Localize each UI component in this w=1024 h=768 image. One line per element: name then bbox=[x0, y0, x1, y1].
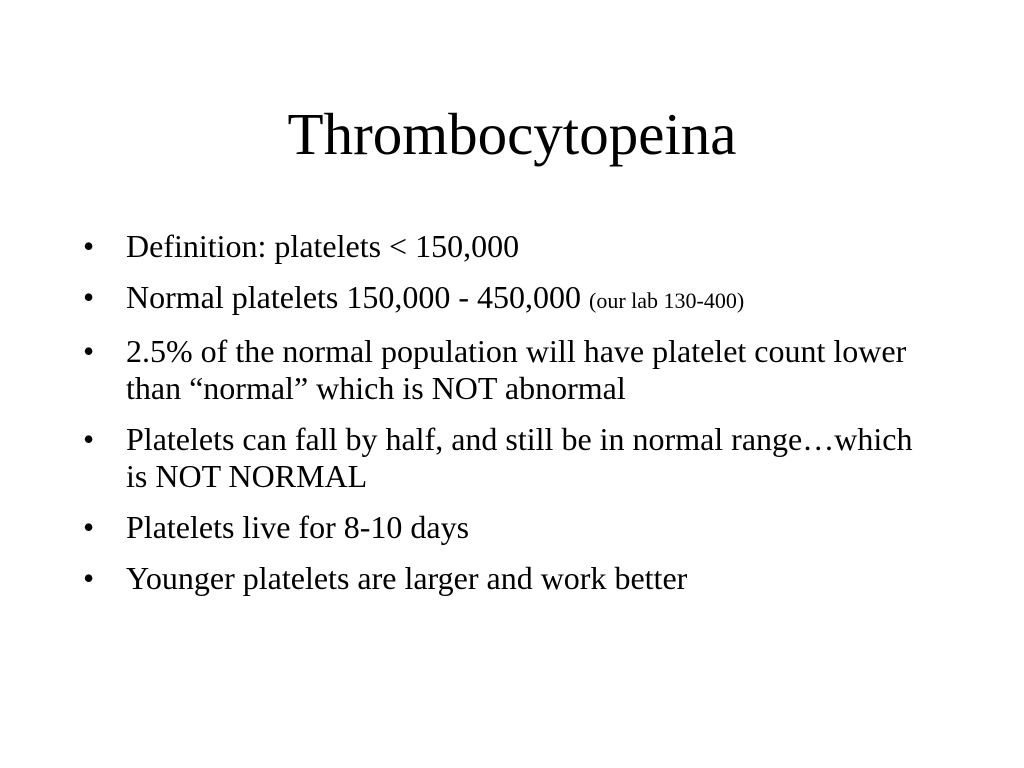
bullet-text: Younger platelets are larger and work better bbox=[126, 560, 688, 596]
bullet-text: Normal platelets 150,000 - 450,000 bbox=[126, 279, 590, 315]
bullet-icon: • bbox=[83, 228, 95, 264]
bullet-icon: • bbox=[83, 560, 95, 596]
bullet-item-normal-range bbox=[83, 279, 923, 319]
bullet-item-fall-by-half bbox=[83, 421, 923, 495]
bullet-icon: • bbox=[83, 509, 95, 545]
bullet-text: Definition: platelets < 150,000 bbox=[126, 228, 520, 264]
slide-title: Thrombocytopeina bbox=[287, 101, 737, 167]
bullet-icon: • bbox=[83, 333, 95, 369]
bullet-icon: • bbox=[83, 421, 95, 457]
bullet-icon: • bbox=[83, 279, 95, 315]
bullet-item-younger-platelets bbox=[83, 560, 923, 597]
bullet-note: (our lab 130-400) bbox=[589, 288, 745, 313]
bullet-item-lifespan bbox=[83, 509, 923, 546]
bullet-text: Platelets live for 8-10 days bbox=[126, 509, 470, 545]
bullet-text: 2.5% of the normal population will have platelet count lower than “normal” which is NOT abnormal bbox=[126, 333, 907, 406]
bullet-list bbox=[83, 228, 923, 611]
bullet-item-definition bbox=[83, 228, 923, 265]
bullet-item-population bbox=[83, 333, 923, 407]
bullet-text: Platelets can fall by half, and still be in normal range…which is NOT NORMAL bbox=[126, 421, 913, 494]
